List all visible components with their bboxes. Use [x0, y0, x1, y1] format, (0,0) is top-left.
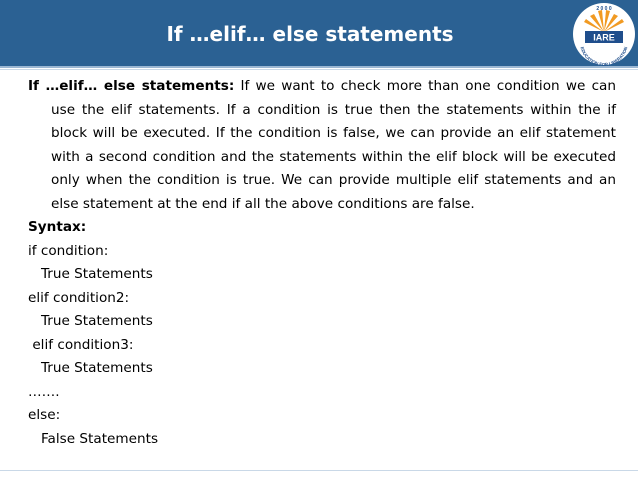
code-line: elif condition2:: [28, 289, 130, 306]
logo-tagline: EDUCATION FOR LIBERATION: [579, 46, 629, 66]
footer-divider: [0, 470, 638, 471]
header-divider: [0, 66, 638, 68]
intro-paragraph: [28, 75, 616, 216]
intro-text: If we want to check more than one condition we can use the elif statements. If a condition is true then the statements within the if block will be executed. If the condition is false, we can provide an elif statement with a second condition and the statements within the elif block will be executed only when the condition is true. We can provide multiple elif statements and an else statement at the end if all the above conditions are false.: [51, 78, 616, 212]
slide-header: [0, 0, 638, 66]
code-line: else:: [28, 407, 61, 423]
code-line: …….: [28, 383, 60, 400]
syntax-label: Syntax:: [28, 219, 87, 235]
code-line: True Statements: [28, 313, 153, 329]
code-line: True Statements: [28, 360, 153, 376]
slide-body: [28, 75, 616, 451]
iare-logo: [572, 2, 636, 66]
logo-name: IARE: [593, 32, 615, 43]
code-line: if condition:: [28, 242, 109, 259]
code-line: True Statements: [28, 266, 153, 282]
slide-title: If …elif… else statements: [166, 22, 454, 46]
header-divider-thin: [0, 69, 638, 70]
code-line: elif condition3:: [28, 336, 134, 353]
logo-year: 2 0 0 0: [596, 6, 612, 12]
code-line: False Statements: [28, 430, 159, 447]
intro-heading: If …elif… else statements:: [28, 78, 235, 94]
